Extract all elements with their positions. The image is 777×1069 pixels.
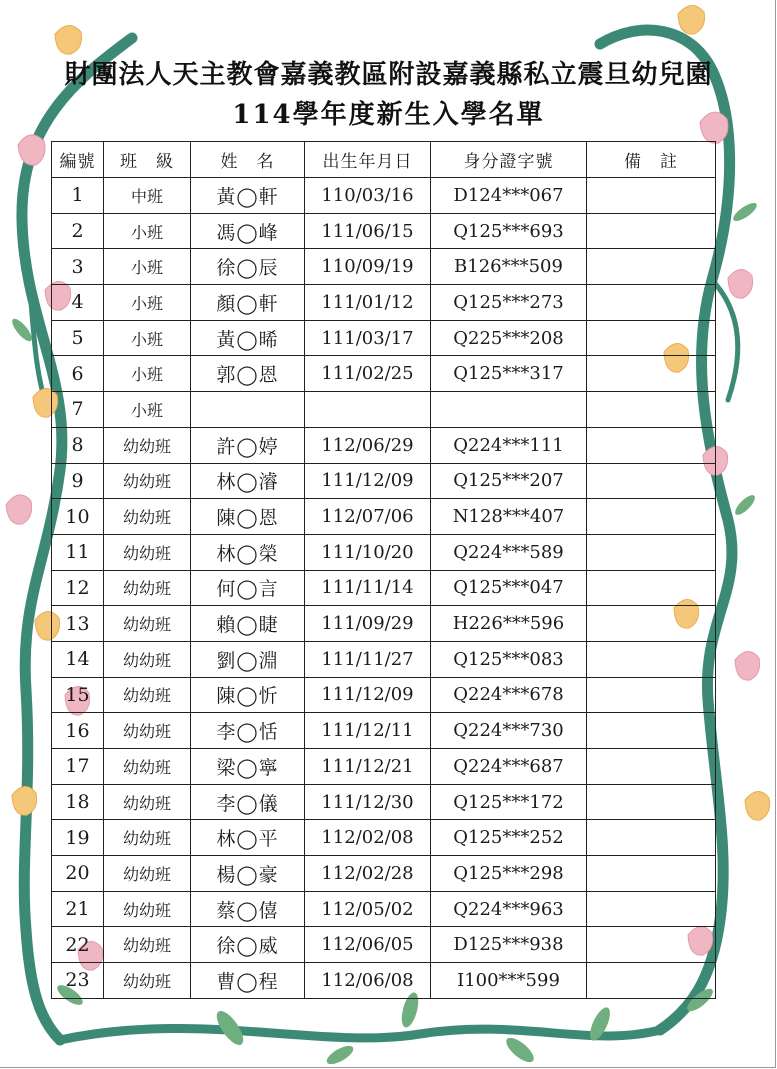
cell-number: 22 (52, 927, 104, 963)
cell-birthdate: 112/02/28 (305, 856, 431, 892)
cell-birthdate: 111/06/15 (305, 213, 431, 249)
cell-id-number: Q125***693 (431, 213, 587, 249)
table-row (52, 641, 716, 677)
cell-birthdate (305, 392, 431, 428)
cell-number: 11 (52, 534, 104, 570)
cell-class: 幼幼班 (104, 499, 191, 535)
cell-id-number: I100***599 (431, 963, 587, 999)
cell-notes (587, 820, 716, 856)
cell-name: 林◯平 (191, 820, 305, 856)
cell-notes (587, 784, 716, 820)
cell-id-number: H226***596 (431, 606, 587, 642)
cell-class: 幼幼班 (104, 534, 191, 570)
cell-birthdate: 112/02/08 (305, 820, 431, 856)
cell-notes (587, 356, 716, 392)
cell-name: 梁◯寧 (191, 749, 305, 785)
cell-class: 幼幼班 (104, 606, 191, 642)
cell-number: 18 (52, 784, 104, 820)
cell-id-number: D124***067 (431, 178, 587, 214)
cell-number: 1 (52, 178, 104, 214)
table-row (52, 784, 716, 820)
cell-notes (587, 213, 716, 249)
cell-number: 14 (52, 641, 104, 677)
table-row (52, 856, 716, 892)
cell-birthdate: 110/03/16 (305, 178, 431, 214)
cell-id-number: Q125***047 (431, 570, 587, 606)
cell-notes (587, 249, 716, 285)
table-body (52, 178, 716, 999)
cell-class: 幼幼班 (104, 891, 191, 927)
table-row (52, 749, 716, 785)
cell-number: 4 (52, 285, 104, 321)
cell-class: 幼幼班 (104, 963, 191, 999)
table-row (52, 356, 716, 392)
cell-notes (587, 606, 716, 642)
cell-name: 徐◯威 (191, 927, 305, 963)
cell-number: 7 (52, 392, 104, 428)
table-row (52, 677, 716, 713)
cell-class: 幼幼班 (104, 927, 191, 963)
cell-notes (587, 392, 716, 428)
cell-notes (587, 927, 716, 963)
table-row (52, 570, 716, 606)
cell-number: 20 (52, 856, 104, 892)
cell-birthdate: 111/12/11 (305, 713, 431, 749)
cell-notes (587, 856, 716, 892)
cell-number: 15 (52, 677, 104, 713)
cell-id-number: Q224***678 (431, 677, 587, 713)
table-row (52, 534, 716, 570)
table-row (52, 427, 716, 463)
cell-notes (587, 499, 716, 535)
cell-birthdate: 111/12/09 (305, 463, 431, 499)
enrollment-table (51, 141, 716, 999)
cell-class: 幼幼班 (104, 713, 191, 749)
cell-notes (587, 463, 716, 499)
table-header-row (52, 142, 716, 178)
cell-id-number: Q224***963 (431, 891, 587, 927)
cell-name: 李◯恬 (191, 713, 305, 749)
cell-class: 小班 (104, 356, 191, 392)
cell-notes (587, 178, 716, 214)
table-row (52, 499, 716, 535)
cell-class: 幼幼班 (104, 570, 191, 606)
cell-class: 幼幼班 (104, 463, 191, 499)
list-title: 114學年度新生入學名單 (232, 100, 545, 130)
col-header-name: 姓 名 (191, 142, 305, 178)
cell-notes (587, 749, 716, 785)
cell-class: 小班 (104, 285, 191, 321)
cell-number: 6 (52, 356, 104, 392)
table-row (52, 963, 716, 999)
cell-name: 賴◯睫 (191, 606, 305, 642)
cell-notes (587, 963, 716, 999)
cell-birthdate: 112/07/06 (305, 499, 431, 535)
col-header-number: 編號 (52, 142, 104, 178)
cell-id-number: Q224***111 (431, 427, 587, 463)
cell-class: 幼幼班 (104, 677, 191, 713)
cell-notes (587, 427, 716, 463)
table-row (52, 820, 716, 856)
col-header-class: 班 級 (104, 142, 191, 178)
cell-number: 5 (52, 320, 104, 356)
col-header-id-number: 身分證字號 (431, 142, 587, 178)
cell-name: 陳◯恩 (191, 499, 305, 535)
cell-class: 小班 (104, 320, 191, 356)
cell-class: 小班 (104, 392, 191, 428)
cell-id-number: Q125***207 (431, 463, 587, 499)
table-row (52, 320, 716, 356)
school-title: 財團法人天主教會嘉義教區附設嘉義縣私立震旦幼兒園 (64, 60, 713, 90)
cell-name: 黃◯軒 (191, 178, 305, 214)
cell-class: 幼幼班 (104, 641, 191, 677)
cell-id-number: Q125***083 (431, 641, 587, 677)
cell-id-number: N128***407 (431, 499, 587, 535)
cell-notes (587, 570, 716, 606)
cell-birthdate: 112/06/29 (305, 427, 431, 463)
cell-name: 曹◯程 (191, 963, 305, 999)
cell-birthdate: 111/11/27 (305, 641, 431, 677)
cell-class: 幼幼班 (104, 749, 191, 785)
cell-class: 幼幼班 (104, 856, 191, 892)
cell-id-number: Q224***589 (431, 534, 587, 570)
cell-name: 郭◯恩 (191, 356, 305, 392)
cell-notes (587, 320, 716, 356)
cell-number: 3 (52, 249, 104, 285)
cell-birthdate: 112/05/02 (305, 891, 431, 927)
cell-number: 2 (52, 213, 104, 249)
table-row (52, 392, 716, 428)
cell-name: 蔡◯僖 (191, 891, 305, 927)
left-inner-vine (22, 230, 48, 410)
cell-notes (587, 285, 716, 321)
cell-birthdate: 111/12/09 (305, 677, 431, 713)
cell-id-number: Q125***298 (431, 856, 587, 892)
cell-notes (587, 534, 716, 570)
cell-number: 12 (52, 570, 104, 606)
cell-id-number: Q224***730 (431, 713, 587, 749)
table-row (52, 285, 716, 321)
cell-birthdate: 111/09/29 (305, 606, 431, 642)
table-row (52, 463, 716, 499)
cell-birthdate: 112/06/08 (305, 963, 431, 999)
table-row (52, 606, 716, 642)
table-row (52, 249, 716, 285)
bottom-vine (60, 1028, 660, 1040)
table-row (52, 891, 716, 927)
cell-birthdate: 111/11/14 (305, 570, 431, 606)
cell-birthdate: 111/12/21 (305, 749, 431, 785)
cell-name: 劉◯淵 (191, 641, 305, 677)
cell-name: 林◯濬 (191, 463, 305, 499)
cell-notes (587, 713, 716, 749)
cell-id-number: B126***509 (431, 249, 587, 285)
cell-name: 黃◯晞 (191, 320, 305, 356)
cell-number: 10 (52, 499, 104, 535)
table-row (52, 178, 716, 214)
cell-birthdate: 111/12/30 (305, 784, 431, 820)
cell-class: 幼幼班 (104, 820, 191, 856)
cell-birthdate: 110/09/19 (305, 249, 431, 285)
cell-name (191, 392, 305, 428)
cell-class: 幼幼班 (104, 784, 191, 820)
cell-name: 楊◯豪 (191, 856, 305, 892)
cell-notes (587, 891, 716, 927)
cell-number: 21 (52, 891, 104, 927)
cell-class: 幼幼班 (104, 427, 191, 463)
cell-name: 何◯言 (191, 570, 305, 606)
cell-id-number: Q125***172 (431, 784, 587, 820)
cell-number: 23 (52, 963, 104, 999)
cell-birthdate: 111/03/17 (305, 320, 431, 356)
cell-id-number: Q125***252 (431, 820, 587, 856)
cell-birthdate: 111/02/25 (305, 356, 431, 392)
cell-id-number: D125***938 (431, 927, 587, 963)
cell-number: 19 (52, 820, 104, 856)
cell-notes (587, 641, 716, 677)
cell-id-number: Q224***687 (431, 749, 587, 785)
cell-id-number (431, 392, 587, 428)
cell-name: 李◯儀 (191, 784, 305, 820)
cell-notes (587, 677, 716, 713)
col-header-notes: 備 註 (587, 142, 716, 178)
cell-birthdate: 111/10/20 (305, 534, 431, 570)
cell-class: 小班 (104, 249, 191, 285)
cell-class: 中班 (104, 178, 191, 214)
cell-birthdate: 111/01/12 (305, 285, 431, 321)
cell-name: 林◯榮 (191, 534, 305, 570)
cell-id-number: Q125***273 (431, 285, 587, 321)
cell-number: 9 (52, 463, 104, 499)
cell-class: 小班 (104, 213, 191, 249)
table-row (52, 927, 716, 963)
cell-name: 許◯婷 (191, 427, 305, 463)
table-row (52, 713, 716, 749)
cell-number: 17 (52, 749, 104, 785)
cell-number: 8 (52, 427, 104, 463)
cell-id-number: Q225***208 (431, 320, 587, 356)
table-row (52, 213, 716, 249)
cell-name: 顏◯軒 (191, 285, 305, 321)
cell-name: 陳◯忻 (191, 677, 305, 713)
cell-number: 16 (52, 713, 104, 749)
col-header-birthdate: 出生年月日 (305, 142, 431, 178)
cell-birthdate: 112/06/05 (305, 927, 431, 963)
cell-id-number: Q125***317 (431, 356, 587, 392)
cell-number: 13 (52, 606, 104, 642)
cell-name: 徐◯辰 (191, 249, 305, 285)
cell-name: 馮◯峰 (191, 213, 305, 249)
